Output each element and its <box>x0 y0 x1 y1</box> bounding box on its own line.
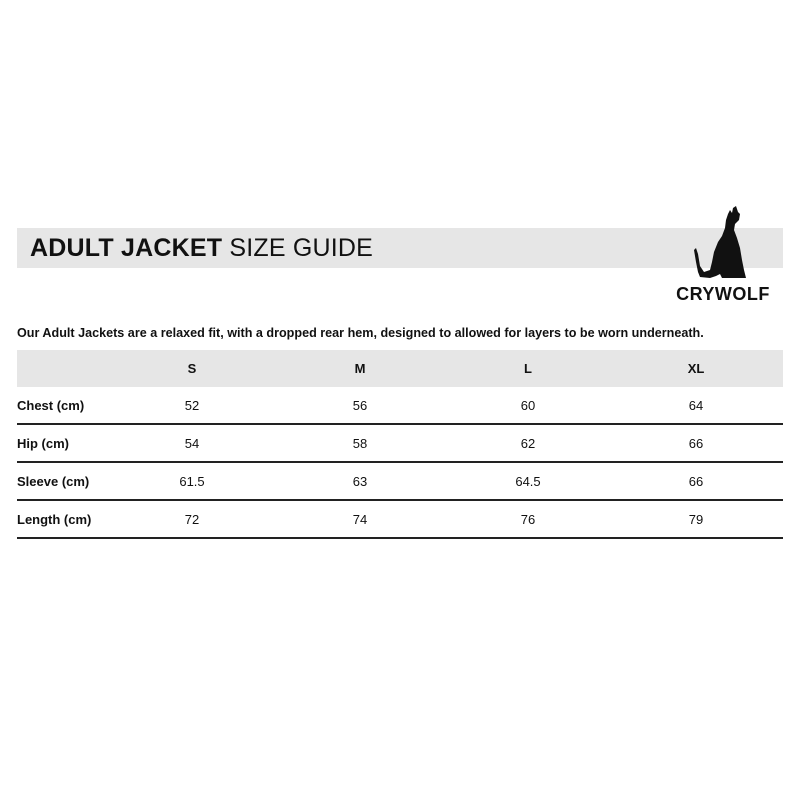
table-cell: 63 <box>352 473 368 489</box>
row-label: Hip (cm) <box>17 435 69 451</box>
row-label: Length (cm) <box>17 511 92 527</box>
table-cell: 62 <box>520 435 536 451</box>
title-bold: ADULT JACKET <box>30 234 223 262</box>
column-header: M <box>354 361 366 376</box>
table-row <box>17 387 783 425</box>
size-table <box>17 350 783 539</box>
column-header: XL <box>687 361 705 376</box>
fit-description: Our Adult Jackets are a relaxed fit, with a dropped rear hem, designed to allowed for layers to be worn underneath. <box>17 326 704 340</box>
table-cell: 64.5 <box>515 473 541 489</box>
table-cell: 56 <box>352 397 368 413</box>
title-light: SIZE GUIDE <box>229 234 374 262</box>
page-title <box>30 232 373 264</box>
table-cell: 61.5 <box>179 473 205 489</box>
table-cell: 74 <box>352 511 368 527</box>
column-header: S <box>187 361 197 376</box>
table-row <box>17 463 783 501</box>
table-cell: 64 <box>688 397 704 413</box>
table-cell: 54 <box>184 435 200 451</box>
table-cell: 52 <box>184 397 200 413</box>
howling-wolf-icon <box>692 204 752 280</box>
row-label: Sleeve (cm) <box>17 473 90 489</box>
table-cell: 79 <box>688 511 704 527</box>
brand-name: CRYWOLF <box>676 284 770 304</box>
table-cell: 66 <box>688 473 704 489</box>
brand-logo <box>664 204 782 304</box>
table-row <box>17 425 783 463</box>
table-cell: 76 <box>520 511 536 527</box>
row-label: Chest (cm) <box>17 397 85 413</box>
table-row <box>17 501 783 539</box>
table-header-row <box>17 350 783 387</box>
table-cell: 66 <box>688 435 704 451</box>
column-header: L <box>524 361 532 376</box>
table-cell: 58 <box>352 435 368 451</box>
table-cell: 60 <box>520 397 536 413</box>
table-cell: 72 <box>184 511 200 527</box>
